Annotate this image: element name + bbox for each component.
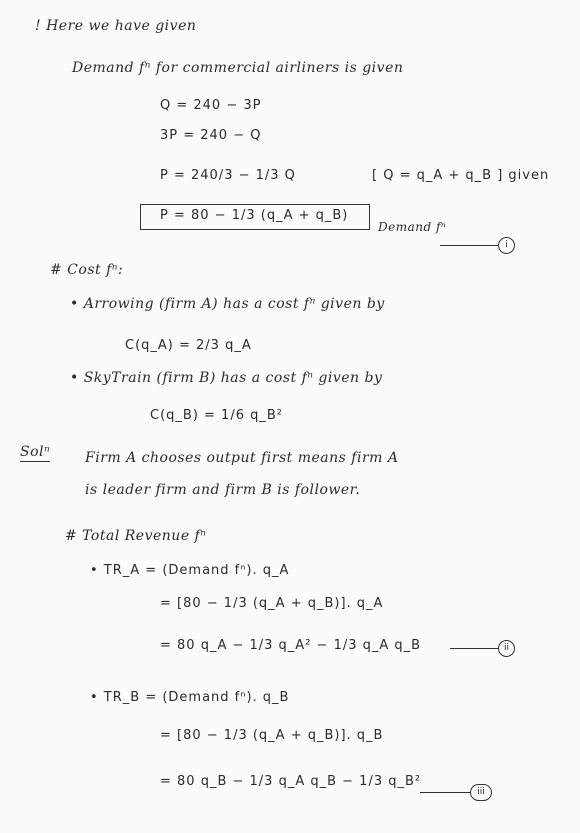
solution-label: Solⁿ	[20, 444, 51, 460]
equation-demand: P = 80 − 1/3 (q_A + q_B)	[160, 208, 349, 223]
demand-label: Demand fⁿ	[378, 220, 447, 234]
equation-tag-1: i	[498, 237, 515, 254]
equation-3p: 3P = 240 − Q	[160, 128, 262, 143]
tra-line-3: = 80 q_A − 1/3 q_A² − 1/3 q_A q_B	[160, 638, 422, 653]
equation-given-note: [ Q = q_A + q_B ] given	[372, 168, 550, 183]
solution-line-1: Firm A chooses output first means firm A	[85, 450, 399, 466]
firm-b-cost-line: • SkyTrain (firm B) has a cost fⁿ given by	[70, 370, 383, 386]
equation-p: P = 240/3 − 1/3 Q	[160, 168, 296, 183]
demand-line: Demand fⁿ for commercial airliners is given	[72, 60, 404, 76]
equation-q: Q = 240 − 3P	[160, 98, 262, 113]
trb-line-2: = [80 − 1/3 (q_A + q_B)]. q_B	[160, 728, 384, 743]
tag-line-3	[420, 792, 470, 793]
trb-line-1: • TR_B = (Demand fⁿ). q_B	[90, 690, 290, 705]
equation-tag-3: iii	[470, 784, 492, 801]
tra-line-1: • TR_A = (Demand fⁿ). q_A	[90, 563, 290, 578]
tra-line-2: = [80 − 1/3 (q_A + q_B)]. q_A	[160, 596, 384, 611]
equation-tag-2: ii	[498, 640, 515, 657]
intro-text: ! Here we have given	[35, 18, 197, 34]
total-revenue-heading: # Total Revenue fⁿ	[65, 528, 207, 544]
tag-line-2	[450, 648, 498, 649]
cost-heading: # Cost fⁿ:	[50, 262, 124, 278]
trb-line-3: = 80 q_B − 1/3 q_A q_B − 1/3 q_B²	[160, 774, 422, 789]
solution-line-2: is leader firm and firm B is follower.	[85, 482, 361, 498]
cost-b-equation: C(q_B) = 1/6 q_B²	[150, 408, 283, 423]
firm-a-cost-line: • Arrowing (firm A) has a cost fⁿ given by	[70, 296, 385, 312]
tag-line-1	[440, 245, 498, 246]
cost-a-equation: C(q_A) = 2/3 q_A	[125, 338, 252, 353]
